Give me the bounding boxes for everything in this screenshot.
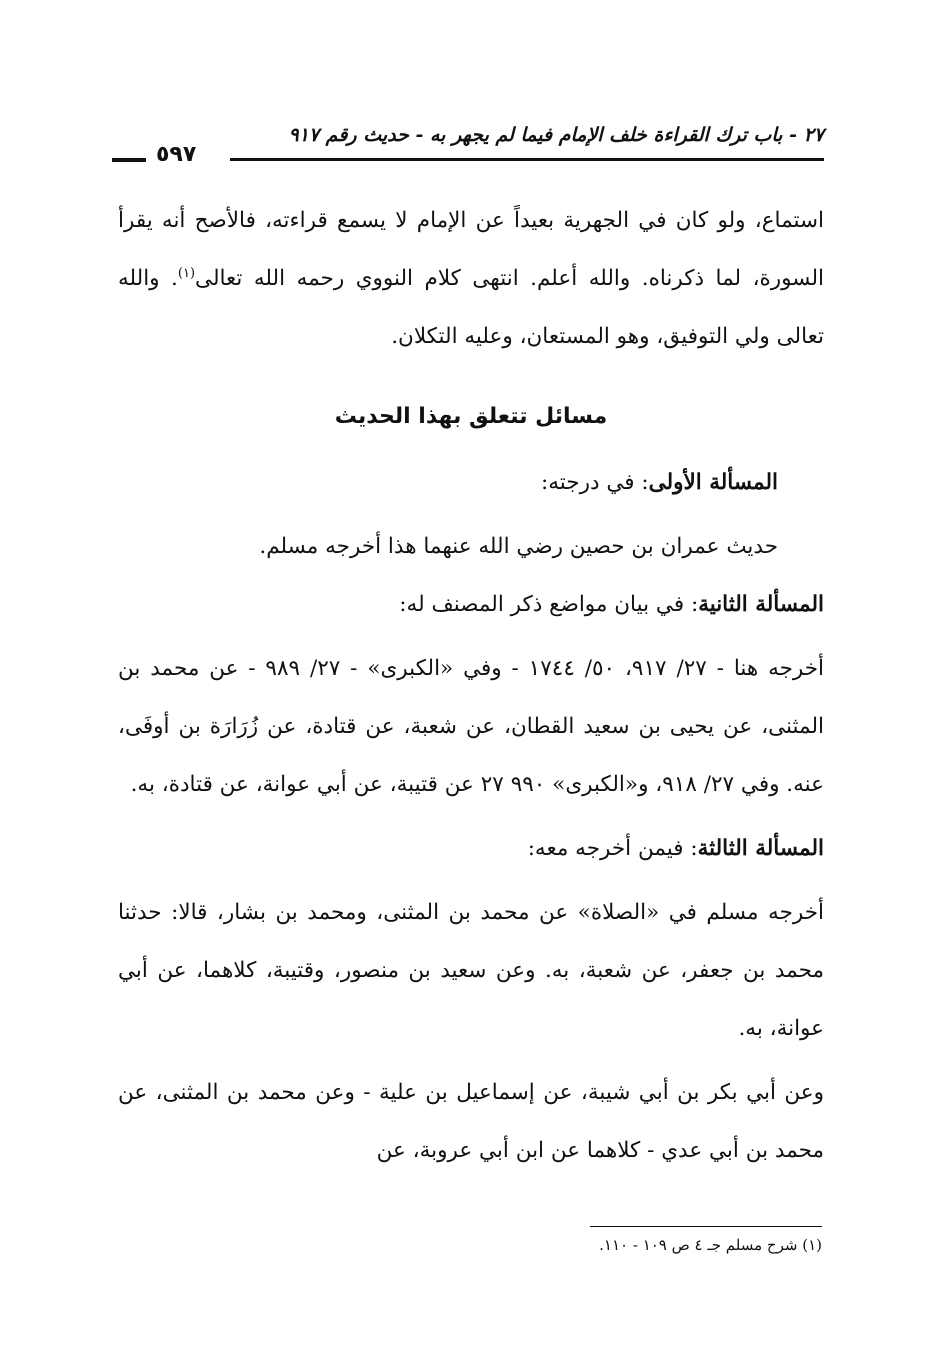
question-1-text: : في درجته: xyxy=(541,470,649,495)
page-number-dash xyxy=(112,158,146,162)
header-title: ٢٧ - باب ترك القراءة خلف الإمام فيما لم يجهر به - حديث رقم ٩١٧ xyxy=(288,124,824,146)
question-2-heading xyxy=(118,576,824,634)
question-1-body: حديث عمران بن حصين رضي الله عنهما هذا أخرجه مسلم. xyxy=(259,534,778,559)
question-3-text: : فيمن أخرجه معه: xyxy=(527,836,698,861)
intro-paragraph xyxy=(118,192,824,366)
question-2-body: أخرجه هنا - ٢٧/ ٩١٧، ٥٠/ ١٧٤٤ - وفي «الكبرى» - ٢٧/ ٩٨٩ - عن محمد بن المثنى، عن يحيى بن سعيد القطان، عن شعبة، عن قتادة، عن زُرَارَة بن أوفَى، عنه. وفي ٢٧/ ٩١٨، و«الكبرى» ٩٩٠ ٢٧ عن قتيبة، عن أبي عوانة، عن قتادة، به. xyxy=(118,656,825,797)
footnote-rule xyxy=(590,1226,822,1227)
intro-text: استماع، ولو كان في الجهرية بعيداً عن الإمام لا يسمع قراءته، فالأصح أنه يقرأ السورة، لما ذكرناه. والله أعلم. انتهى كلام النووي رحمه الله تعالى xyxy=(118,208,824,291)
intro-text-after: . والله تعالى ولي التوفيق، وهو المستعان، وعليه التكلان. xyxy=(118,266,824,349)
question-3-label: المسألة الثالثة xyxy=(697,836,824,861)
section-heading: مسائل تتعلق بهذا الحديث xyxy=(334,404,608,429)
page-number: ٥٩٧ xyxy=(156,142,197,167)
footnote-reference: (١) xyxy=(177,265,196,281)
header-rule xyxy=(230,158,824,161)
question-3-body-1: أخرجه مسلم في «الصلاة» عن محمد بن المثنى، ومحمد بن بشار، قالا: حدثنا محمد بن جعفر، عن شعبة، به. وعن سعيد بن منصور، وقتيبة، كلاهما، عن أبي عوانة، به. xyxy=(118,900,824,1041)
footnote: (١) شرح مسلم جـ ٤ ص ١٠٩ - ١١٠. xyxy=(599,1236,822,1254)
question-3-body-2: وعن أبي بكر بن أبي شيبة، عن إسماعيل بن علية - وعن محمد بن المثنى، عن محمد بن أبي عدي - كلاهما عن ابن أبي عروبة، عن xyxy=(118,1080,824,1163)
question-3-heading xyxy=(118,820,824,878)
question-1-label: المسألة الأولى xyxy=(648,470,778,495)
question-1-heading xyxy=(118,454,824,512)
question-2-text: : في بيان مواضع ذكر المصنف له: xyxy=(399,592,699,617)
question-2-label: المسألة الثانية xyxy=(698,592,824,617)
main-text xyxy=(118,192,824,1180)
running-header xyxy=(112,118,824,168)
